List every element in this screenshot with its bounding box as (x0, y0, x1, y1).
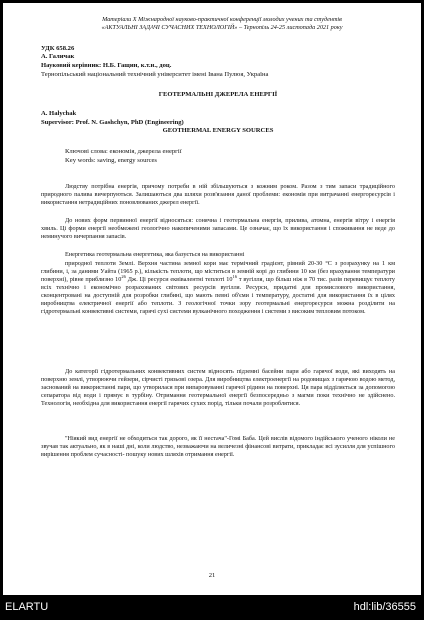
conference-header (41, 16, 403, 32)
footer-handle: hdl:lib/36555 (353, 601, 416, 613)
paragraph-2: До нових форм первинної енергії відносяться: сонячна і геотермальна енергія, прилива, атомна, енергія вітру і енергія хвиль. Ці форми енергії необмежені геологічно накопиченими запасами. Це означає, що їх використання і споживання не веде до неминучого вичерпання запасів. (41, 217, 395, 241)
author-ua: А. Галичак (41, 53, 75, 60)
paragraph-1: Людству потрібна енергія, причому потреби в ній збільшуються з кожним роком. Разом з тим запаси традиційного природного палива вичерпуються. Залишаються два шляхи розв'язання даної проблеми: економія при витрачанні енергоресурсів і використання нетрадиційних поновлюваних джерел енергії. (41, 183, 395, 207)
keywords-en: Key words: saving, energy sources (65, 157, 157, 164)
paper-page (3, 3, 421, 595)
paragraph-4: природної теплоти Землі. Верхня частина земної кори має термічний градієнт, рівний 20-30 °С з розрахунку на 1 км глибини, і, за даними Уайта (1965 р.), кількість теплоти, що міститься в земній корі до глибини 10 км (без врахування температури поверхні), рівне приблизно $10^{26}$ Дж. Ці ресурси еквівалентні теплоті $10^{16}$ т вугілля, що більш ніж в 70 тис. разів перевищує теплоту всіх технічно і економічно розрахованих світових ресурсів вугілля. Ресурси, придатні для промислового використання, сконцентровані на доступній для розробки глибині, що мають певні об'єми і температуру, достатні для використання їх в цілях виробництва електричної енергії або теплоти. З геологічної точки зору геотермальні енергоресурси можна розділити на гідротермальні конвективні системи, гарячі сухі системи вулканічного походження і системи з високим тепловим потоком. (41, 260, 395, 316)
supervisor-ua: Науковий керівник: Н.Б. Гащин, к.т.н., доц. (41, 62, 172, 69)
title-en: GEOTHERMAL ENERGY SOURCES (162, 127, 274, 134)
title-ua: ГЕОТЕРМАЛЬНІ ДЖЕРЕЛА ЕНЕРГІЇ (158, 91, 278, 98)
supervisor-en: Supervisor: Prof. N. Gashchyn, PhD (Engineering) (41, 119, 184, 126)
author-en: A. Halychak (41, 110, 77, 117)
page-number: 21 (208, 572, 216, 579)
udc-code: УДК 658.26 (41, 45, 75, 52)
footer-repository-name: ELARTU (5, 601, 49, 613)
university-ua: Тернопільський національний технічний університет імені Івана Пулюя, Україна (41, 71, 269, 78)
header-line-1: Матеріали Х Міжнародної науково-практичної конференції молодих учених та студентів (102, 16, 342, 23)
paragraph-6: "Ніякий вид енергії не обходиться так дорого, як її нестача"-Гомі Баба. Цей вислів відомого індійського ученого ніколи не звучав так актуально, як в наші дні, коли людство, незважаючи на величезні фінансові витрати, прикладає всі зусилля для успішного вирішення проблем сучасності- пошуку нових шляхів отримання енергії. (41, 435, 395, 459)
paragraph-5: До категорії гідротермальних конвективних систем відносять підземні басейни пари або гарячої води, які виходять на поверхню землі, утворюючи гейзери, сірчисті грязьові озера. Для виробництва електроенергії на родовищах з гарячою водою метод, заснований на використанні пари, що утворилася при випаровуванні гарячої рідини на поверхні. Ця пара відділяється за допомогою сепаратора від води і прямує в турбіну. Отримання геотермальної енергії безпосередньо з магми поки технічно не здійснено. Технологія, необхідна для використання енергії гарячих сухих порід, тільки почали розроблятися. (41, 368, 395, 408)
archive-footer (0, 595, 424, 620)
paragraph-3: Енергетика геотермальна енергетика, яка базується на використанні (65, 251, 245, 258)
keywords-ua: Ключові слова: економія, джерела енергії (65, 148, 182, 155)
header-line-2: «АКТУАЛЬНІ ЗАДАЧІ СУЧАСНИХ ТЕХНОЛОГІЙ» – Тернопіль 24-25 листопада 2021 року (101, 24, 343, 31)
